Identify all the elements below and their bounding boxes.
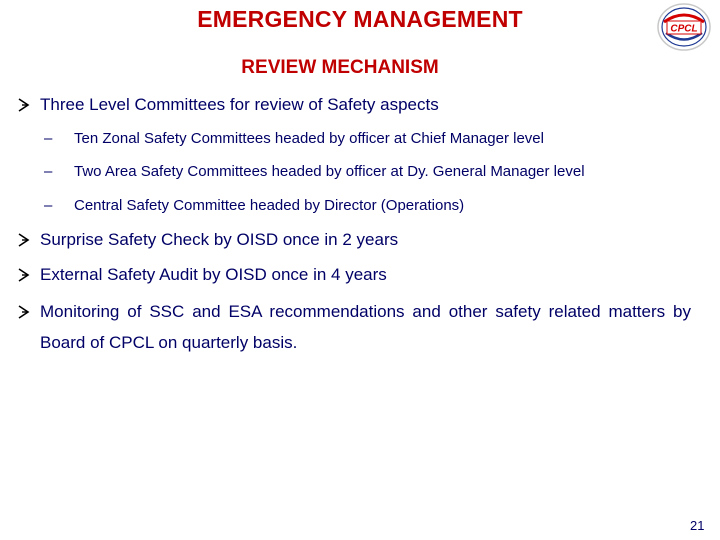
sub-item-text: Ten Zonal Safety Committees headed by officer at Chief Manager level: [74, 130, 544, 147]
dash-marker: –: [44, 163, 53, 180]
dash-marker: –: [44, 130, 53, 147]
page-subtitle: REVIEW MECHANISM: [241, 57, 439, 78]
arrow-bullet-icon: [16, 296, 36, 328]
page-number: 21: [690, 518, 705, 533]
logo-text: CPCL: [670, 23, 698, 35]
sub-item-text: Central Safety Committee headed by Director (Operations): [74, 197, 465, 214]
bullet-text: External Safety Audit by OISD once in 4 years: [40, 265, 387, 284]
arrow-bullet-icon: [16, 224, 36, 256]
bullet-text: Surprise Safety Check by OISD once in 2 years: [40, 230, 399, 249]
arrow-bullet-icon: [16, 89, 36, 121]
cpcl-logo: [656, 2, 712, 52]
bullet-text: Monitoring of SSC and ESA recommendations and other safety related matters by Board of CPCL on quarterly basis.: [40, 302, 691, 352]
bullet-text: Three Level Committees for review of Safety aspects: [40, 95, 439, 114]
sub-item-text: Two Area Safety Committees headed by officer at Dy. General Manager level: [74, 163, 585, 180]
arrow-bullet-icon: [16, 259, 36, 291]
dash-marker: –: [44, 197, 53, 214]
page-title: EMERGENCY MANAGEMENT: [197, 6, 523, 32]
